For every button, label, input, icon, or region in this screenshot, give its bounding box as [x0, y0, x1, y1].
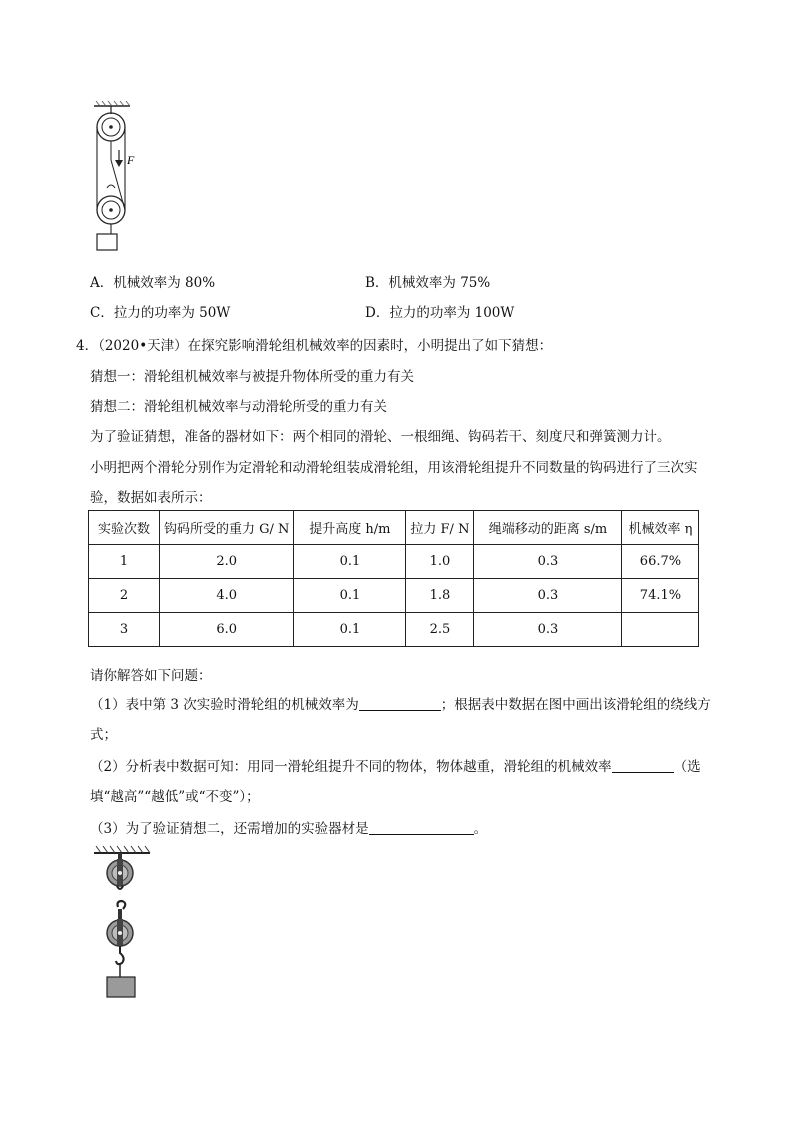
sub-question-1-text-cont: ；根据表中数据在图中画出该滑轮组的绕线方 — [440, 697, 711, 713]
movable-pulley — [107, 919, 133, 946]
ceiling-hatch — [94, 101, 130, 106]
table-header-cell: 机械效率 η — [622, 511, 699, 545]
sub-question-1 — [90, 693, 711, 713]
answer-blank-2[interactable] — [612, 758, 674, 773]
sub-question-3 — [90, 817, 487, 837]
sub-question-2-text: （2）分析表中数据可知：用同一滑轮组提升不同的物体，物体越重，滑轮组的机械效率 — [90, 759, 612, 775]
table-cell: 0.1 — [294, 545, 406, 579]
option-a-letter: A． — [90, 275, 114, 291]
option-c-letter: C． — [90, 305, 114, 321]
table-cell: 1.8 — [406, 579, 474, 613]
fixed-pulley — [107, 859, 133, 886]
table-cell: 2.5 — [406, 613, 474, 647]
question-4-header — [76, 334, 552, 354]
movable-pulley — [97, 185, 125, 224]
pulley-figure-with-force — [88, 100, 158, 255]
equipment-text: 为了验证猜想，准备的器材如下：两个相同的滑轮、一根细绳、钩码若干、刻度尺和弹簧测力计。 — [90, 429, 671, 445]
table-cell: 1.0 — [406, 545, 474, 579]
weight-block — [107, 977, 135, 997]
procedure-line-2: 验，数据如表所示： — [90, 490, 212, 506]
table-cell: 2 — [89, 579, 160, 613]
table-row — [89, 545, 699, 579]
guess-2: 猜想二：滑轮组机械效率与动滑轮所受的重力有关 — [90, 399, 387, 415]
sub-question-1-end: 式； — [90, 727, 117, 743]
table-row — [89, 579, 699, 613]
table-cell: 0.1 — [294, 579, 406, 613]
option-b-text: 机械效率为 75% — [388, 275, 491, 291]
sub-question-3-text: （3）为了验证猜想二，还需增加的实验器材是 — [90, 821, 369, 837]
table-row — [89, 613, 699, 647]
force-label: F — [127, 153, 135, 167]
sub-question-2 — [90, 755, 701, 775]
procedure-line-1: 小明把两个滑轮分别作为定滑轮和动滑轮组装成滑轮组，用该滑轮组提升不同数量的钩码进行了三次实 — [90, 460, 698, 476]
question-source: （2020•天津） — [98, 338, 188, 354]
table-cell: 0.1 — [294, 613, 406, 647]
table-cell: 66.7% — [622, 545, 699, 579]
experiment-data-table — [88, 510, 699, 647]
answer-prompt: 请你解答如下问题： — [90, 668, 212, 684]
sub-question-1-text: （1）表中第 3 次实验时滑轮组的机械效率为 — [90, 697, 359, 713]
option-d-letter: D． — [365, 305, 390, 321]
guess-1: 猜想一：滑轮组机械效率与被提升物体所受的重力有关 — [90, 369, 414, 385]
table-cell: 0.3 — [474, 545, 622, 579]
table-header-cell: 实验次数 — [89, 511, 160, 545]
sub-question-3-end: 。 — [473, 821, 488, 837]
table-cell: 2.0 — [160, 545, 294, 579]
table-header-cell: 绳端移动的距离 s/m — [474, 511, 622, 545]
sub-question-2-text-cont: （选 — [673, 759, 701, 775]
table-header-cell: 钩码所受的重力 G/ N — [160, 511, 294, 545]
fixed-pulley — [97, 113, 125, 141]
option-d[interactable] — [365, 301, 514, 321]
table-cell: 1 — [89, 545, 160, 579]
table-cell: 6.0 — [160, 613, 294, 647]
answer-blank-3[interactable] — [369, 820, 474, 835]
option-c-text: 拉力的功率为 50W — [113, 305, 231, 321]
option-a-text: 机械效率为 80% — [113, 275, 216, 291]
ceiling-hatch — [94, 846, 150, 853]
option-a[interactable] — [90, 271, 215, 291]
table-cell-efficiency-blank[interactable] — [622, 613, 699, 647]
option-b[interactable] — [365, 271, 490, 291]
table-header-cell: 提升高度 h/m — [294, 511, 406, 545]
table-header-cell: 拉力 F/ N — [406, 511, 474, 545]
table-cell: 74.1% — [622, 579, 699, 613]
pulley-drawing-figure[interactable] — [92, 845, 156, 1003]
table-cell: 0.3 — [474, 613, 622, 647]
weight-block — [97, 234, 117, 250]
answer-blank-1[interactable] — [359, 696, 441, 711]
option-b-letter: B． — [365, 275, 389, 291]
table-header-row — [89, 511, 699, 545]
question-intro: 在探究影响滑轮组机械效率的因素时，小明提出了如下猜想： — [187, 338, 553, 354]
sub-question-2-end: 填“越高”“越低”或“不变”）； — [90, 789, 260, 805]
table-cell: 3 — [89, 613, 160, 647]
option-d-text: 拉力的功率为 100W — [389, 305, 515, 321]
option-c[interactable] — [90, 301, 230, 321]
table-cell: 4.0 — [160, 579, 294, 613]
force-arrow — [115, 150, 123, 167]
question-number: 4． — [76, 338, 99, 354]
table-cell: 0.3 — [474, 579, 622, 613]
